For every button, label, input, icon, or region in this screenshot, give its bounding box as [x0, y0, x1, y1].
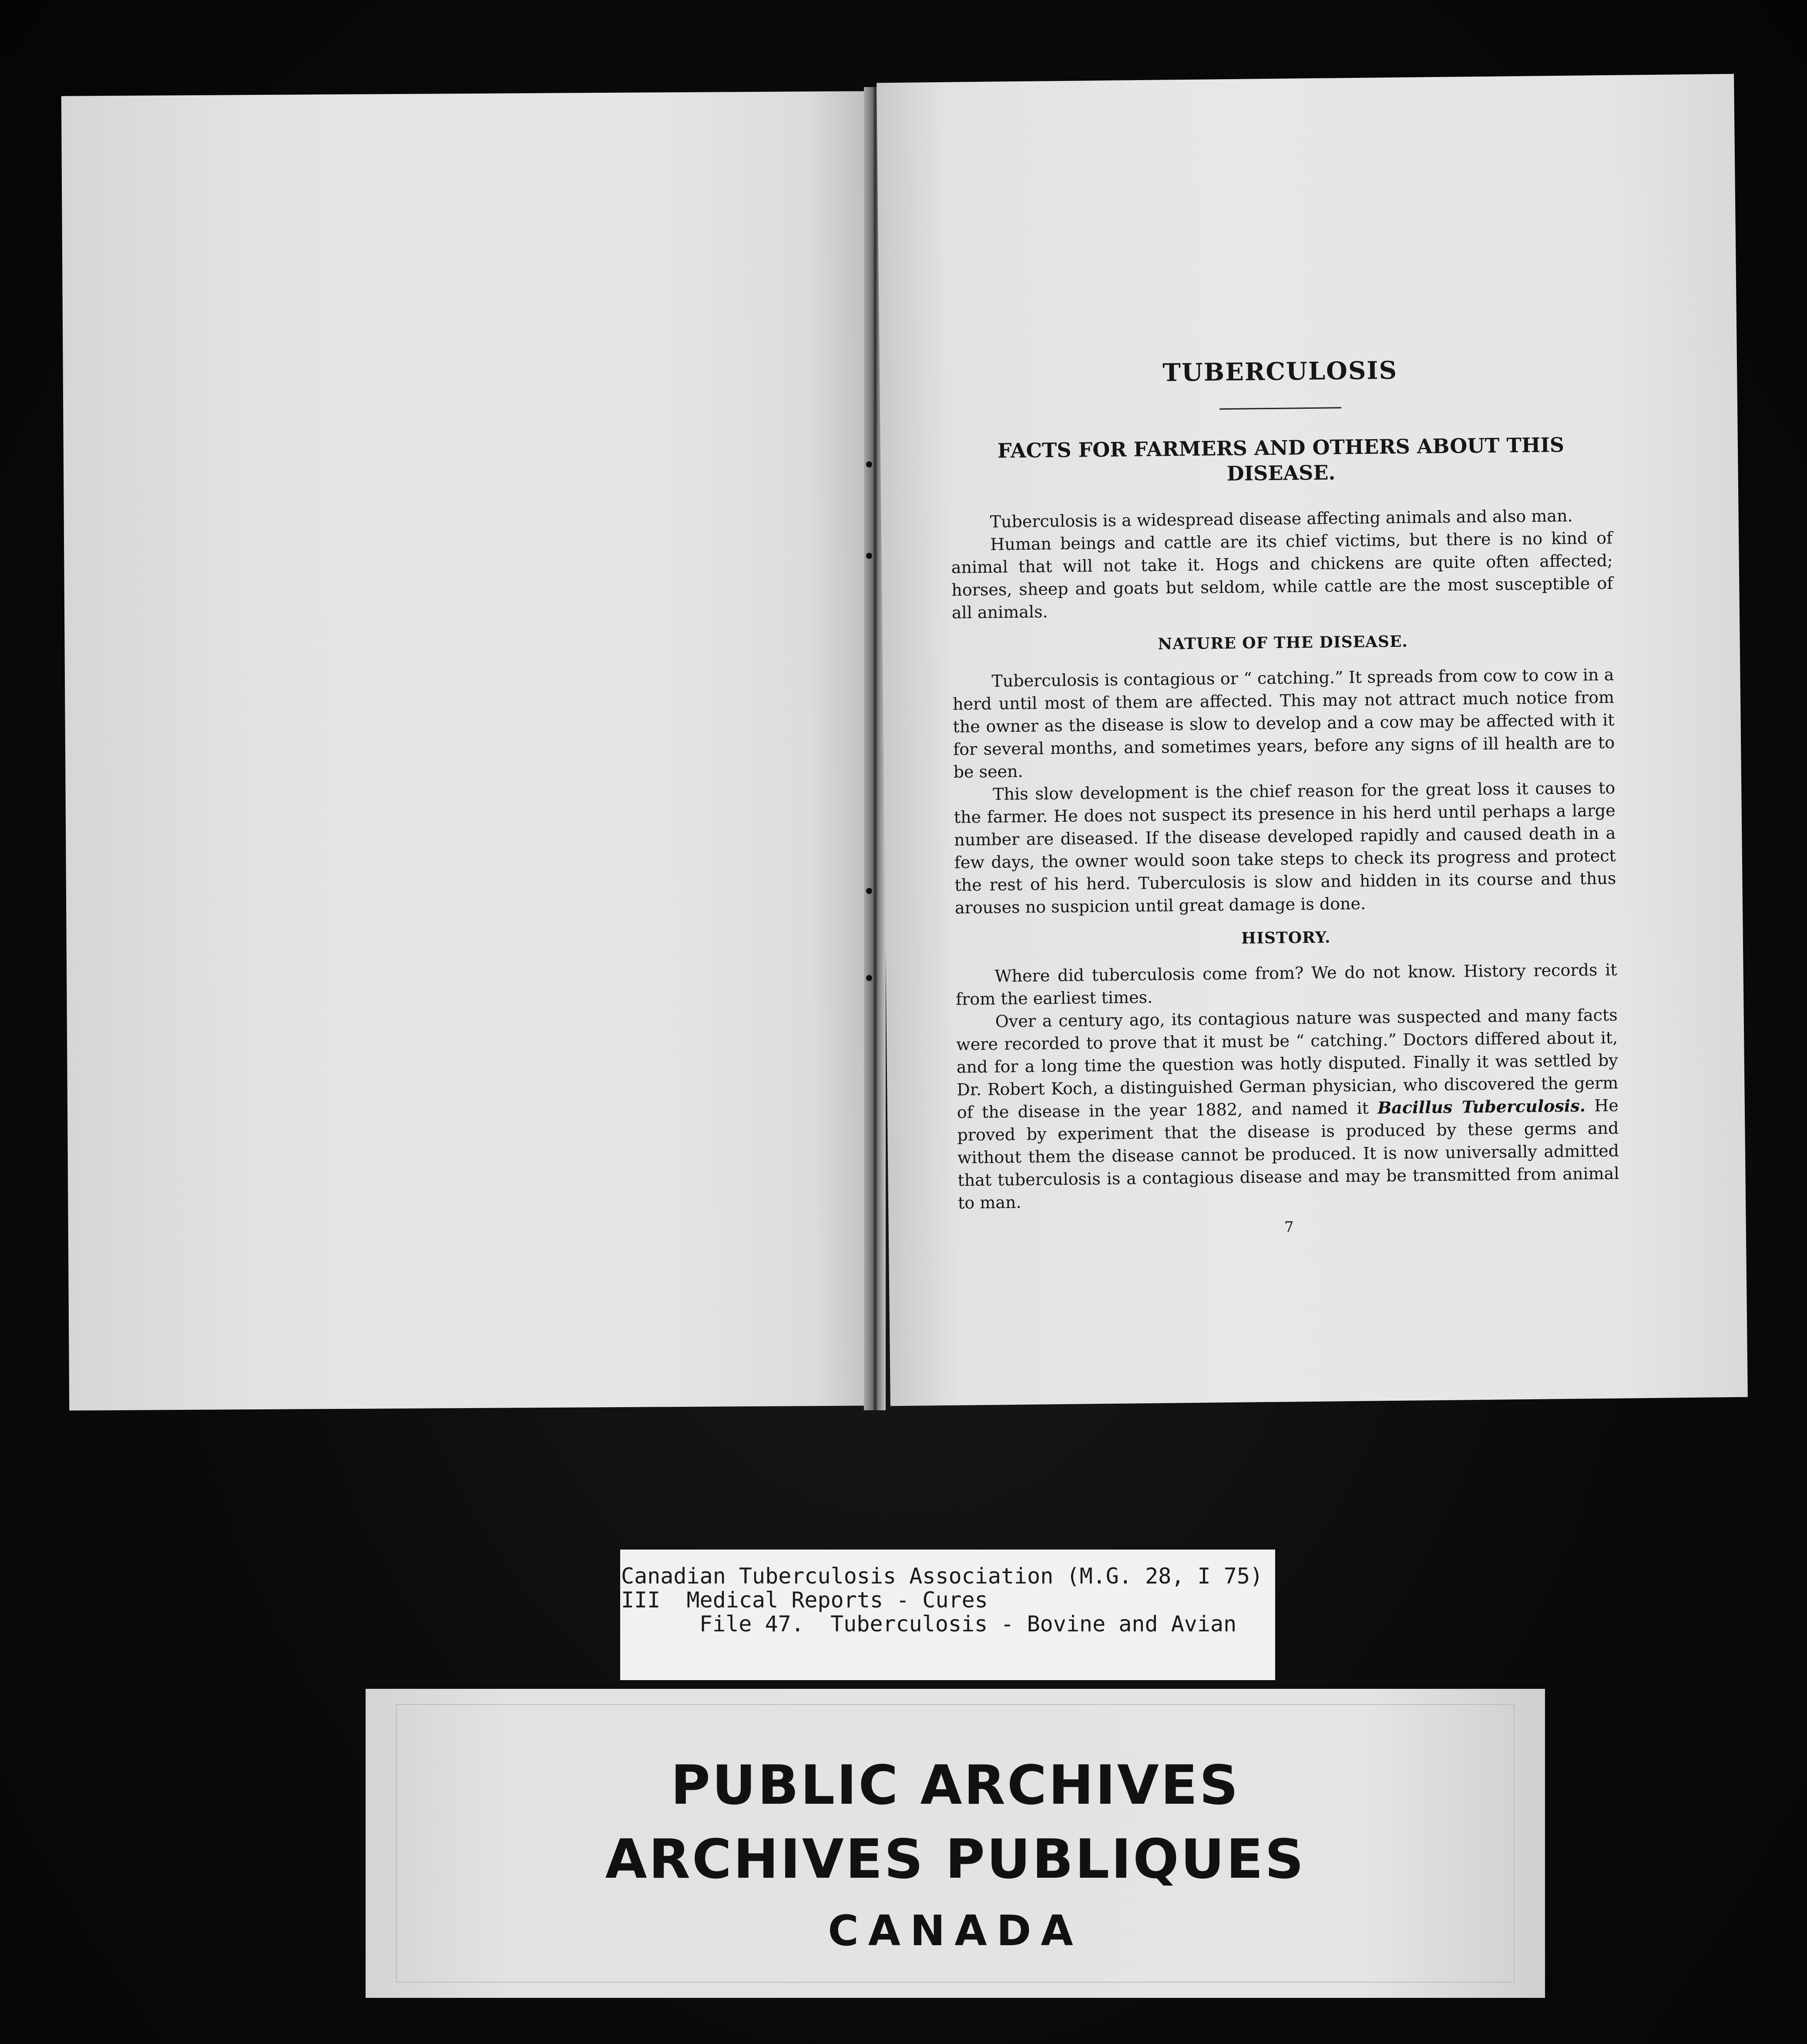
nature-paragraph: This slow development is the chief reason for the great loss it causes to the farmer. He does not suspect its presence in his herd until perhaps a large number are diseased. If the disease developed rapidly and caused death in a few days, the owner would soon take steps to check its progress and protect the rest of his herd. Tuberculosis is slow and hidden in its course and thus arouses no suspicion until great damage is done.: [954, 778, 1616, 918]
blank-left-page: [61, 91, 879, 1410]
label-series-line: III Medical Reports - Cures: [621, 1587, 988, 1613]
text-page: [877, 74, 1748, 1406]
stamp-country: CANADA: [828, 1906, 1083, 1955]
binding-stitch: [866, 553, 872, 559]
label-fonds-line: Canadian Tuberculosis Association (M.G. 28, I 75): [621, 1563, 1263, 1589]
koch-text-before: Over a century ago, its contagious nature was suspected and many facts were recorded to prove that it must be “ catching.” Doctors differed about it, and for a long time the question was hotly disputed. Finally it was settled by Dr. Robert Koch, a distinguished German physician, who discovered the germ of the disease in the year 1882, and named it: [956, 1005, 1619, 1122]
intro-paragraph: Tuberculosis is a widespread disease affecting animals and also man.: [990, 506, 1573, 531]
title-rule: [1219, 407, 1341, 410]
archives-stamp-card: [366, 1689, 1545, 1998]
intro-paragraph: Human beings and cattle are its chief victims, but there is no kind of animal that will not take it. Hogs and chickens are quite often affected; horses, sheep and goats but seldom, while cattle are the most susceptible of all animals.: [951, 528, 1613, 622]
binding-stitch: [866, 461, 872, 467]
stamp-french: ARCHIVES PUBLIQUES: [605, 1828, 1306, 1891]
nature-paragraph: Tuberculosis is contagious or “ catching.” It spreads from cow to cow in a herd until most of them are affected. This may not attract much notice from the owner as the disease is slow to develop and a cow may be affected with it for several months, and sometimes years, before any signs of ill health are to be seen.: [952, 665, 1615, 782]
stamp-english: PUBLIC ARCHIVES: [671, 1754, 1240, 1817]
section-heading-history: HISTORY.: [1241, 928, 1331, 948]
page-text-block: [949, 354, 1620, 1240]
history-paragraph: Where did tuberculosis come from? We do not know. History records it from the earliest times.: [955, 960, 1617, 1009]
label-file-line: File 47. Tuberculosis - Bovine and Avian: [699, 1611, 1237, 1637]
binding-stitch: [866, 975, 872, 981]
page-title: TUBERCULOSIS: [1162, 356, 1398, 387]
bacillus-name: Bacillus Tuberculosis.: [1377, 1096, 1586, 1118]
binding-stitch: [866, 888, 872, 894]
history-paragraph-koch: [956, 1004, 1619, 1214]
catalogue-label: [620, 1550, 1275, 1680]
koch-text-after: He proved by experiment that the disease is produced by these germs and without them the disease cannot be produced. It is now universally admitted that tuberculosis is a contagious disease and may be transmitted from animal to man.: [957, 1096, 1619, 1213]
section-heading-nature: NATURE OF THE DISEASE.: [1158, 632, 1408, 653]
page-number: 7: [1284, 1218, 1294, 1236]
page-subtitle: FACTS FOR FARMERS AND OTHERS ABOUT THIS DISEASE.: [997, 433, 1565, 486]
